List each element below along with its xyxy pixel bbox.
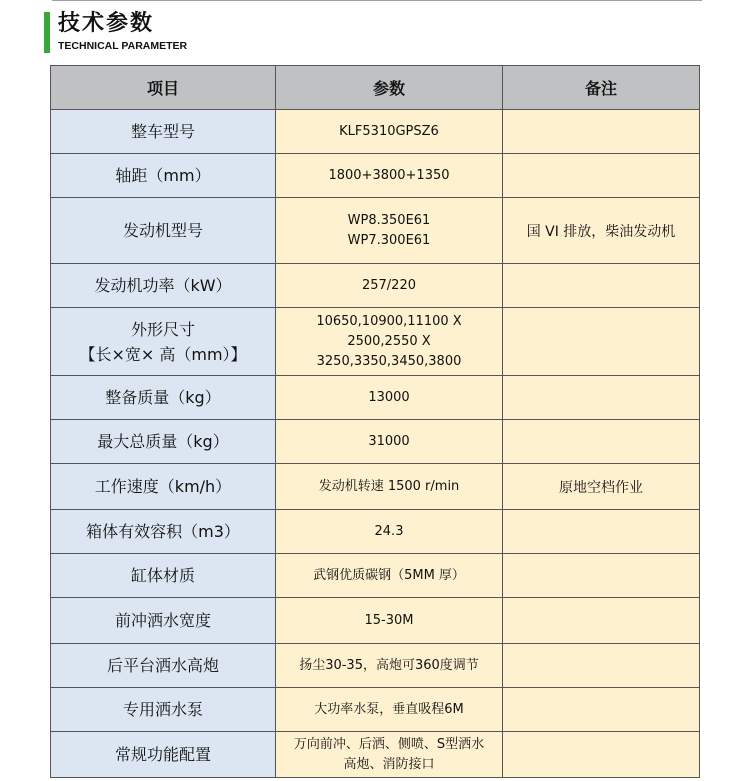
table-row xyxy=(51,420,700,464)
row-note: 国 VI 排放，柴油发动机 xyxy=(503,198,700,264)
row-item-line: 后平台洒水高炮 xyxy=(106,656,219,675)
row-item-line: 箱体有效容积（m3） xyxy=(86,522,240,541)
header-item: 项目 xyxy=(51,66,276,110)
row-note xyxy=(503,110,700,154)
row-item-line: 最大总质量（kg） xyxy=(97,432,229,451)
row-param: 武钢优质碳钢（5MM 厚） xyxy=(276,554,503,598)
section-subtitle: TECHNICAL PARAMETER xyxy=(58,40,188,52)
row-note: 原地空档作业 xyxy=(503,464,700,510)
row-item-line: 轴距（mm） xyxy=(115,166,211,185)
row-item xyxy=(51,198,276,264)
row-item xyxy=(51,420,276,464)
row-note xyxy=(503,732,700,778)
row-note xyxy=(503,376,700,420)
header-param: 参数 xyxy=(276,66,503,110)
table-row xyxy=(51,308,700,376)
row-item-line: 前冲洒水宽度 xyxy=(114,611,211,630)
row-item-line: 整备质量（kg） xyxy=(105,388,221,407)
row-param: 257/220 xyxy=(276,264,503,308)
table-row xyxy=(51,198,700,264)
row-item xyxy=(51,464,276,510)
row-item-line: 常规功能配置 xyxy=(114,745,211,764)
row-note xyxy=(503,554,700,598)
row-note xyxy=(503,644,700,688)
table-row xyxy=(51,598,700,644)
row-item xyxy=(51,510,276,554)
row-item-line: 【长×宽× 高（mm）】 xyxy=(79,344,247,364)
row-param: 万向前冲、后洒、侧喷、S型洒水 高炮、消防接口 xyxy=(276,732,503,778)
row-item-line: 外形尺寸 xyxy=(130,319,195,339)
header-note: 备注 xyxy=(503,66,700,110)
row-item xyxy=(51,154,276,198)
row-item xyxy=(51,376,276,420)
row-item-line: 整车型号 xyxy=(130,122,195,141)
row-note xyxy=(503,154,700,198)
row-param: 发动机转速 1500 r/min xyxy=(276,464,503,510)
row-item xyxy=(51,264,276,308)
table-row xyxy=(51,732,700,778)
table-row xyxy=(51,688,700,732)
row-param: 15-30M xyxy=(276,598,503,644)
row-note xyxy=(503,598,700,644)
row-note xyxy=(503,510,700,554)
row-param: 13000 xyxy=(276,376,503,420)
row-item-line: 发动机型号 xyxy=(122,221,203,240)
row-item xyxy=(51,598,276,644)
section-title: 技术参数 xyxy=(58,11,155,36)
row-item xyxy=(51,110,276,154)
top-rule xyxy=(52,0,702,1)
row-param: 扬尘30-35，高炮可360度调节 xyxy=(276,644,503,688)
row-param: 大功率水泵，垂直吸程6M xyxy=(276,688,503,732)
table-row xyxy=(51,376,700,420)
row-item-line: 缸体材质 xyxy=(130,566,195,585)
row-param: WP8.350E61 WP7.300E61 xyxy=(276,198,503,264)
row-item xyxy=(51,554,276,598)
table-row xyxy=(51,154,700,198)
table-row xyxy=(51,464,700,510)
row-note xyxy=(503,420,700,464)
table-row xyxy=(51,110,700,154)
spec-table xyxy=(50,65,700,778)
row-param: 24.3 xyxy=(276,510,503,554)
table-row xyxy=(51,554,700,598)
table-row xyxy=(51,264,700,308)
row-param: KLF5310GPSZ6 xyxy=(276,110,503,154)
row-note xyxy=(503,688,700,732)
row-item xyxy=(51,644,276,688)
row-item xyxy=(51,688,276,732)
accent-bar xyxy=(44,12,50,53)
row-item-line: 发动机功率（kW） xyxy=(94,276,232,295)
table-row xyxy=(51,510,700,554)
spec-table-body xyxy=(51,110,700,778)
row-item-line: 工作速度（km/h） xyxy=(94,477,232,496)
table-header-row xyxy=(51,66,700,110)
row-note xyxy=(503,264,700,308)
row-param: 10650,10900,11100 X 2500,2550 X 3250,3350,3450,3800 xyxy=(276,308,503,376)
row-note xyxy=(503,308,700,376)
row-item xyxy=(51,308,276,376)
table-row xyxy=(51,644,700,688)
section-header xyxy=(44,10,344,54)
row-item xyxy=(51,732,276,778)
row-param: 1800+3800+1350 xyxy=(276,154,503,198)
row-item-line: 专用洒水泵 xyxy=(122,700,203,719)
row-param: 31000 xyxy=(276,420,503,464)
